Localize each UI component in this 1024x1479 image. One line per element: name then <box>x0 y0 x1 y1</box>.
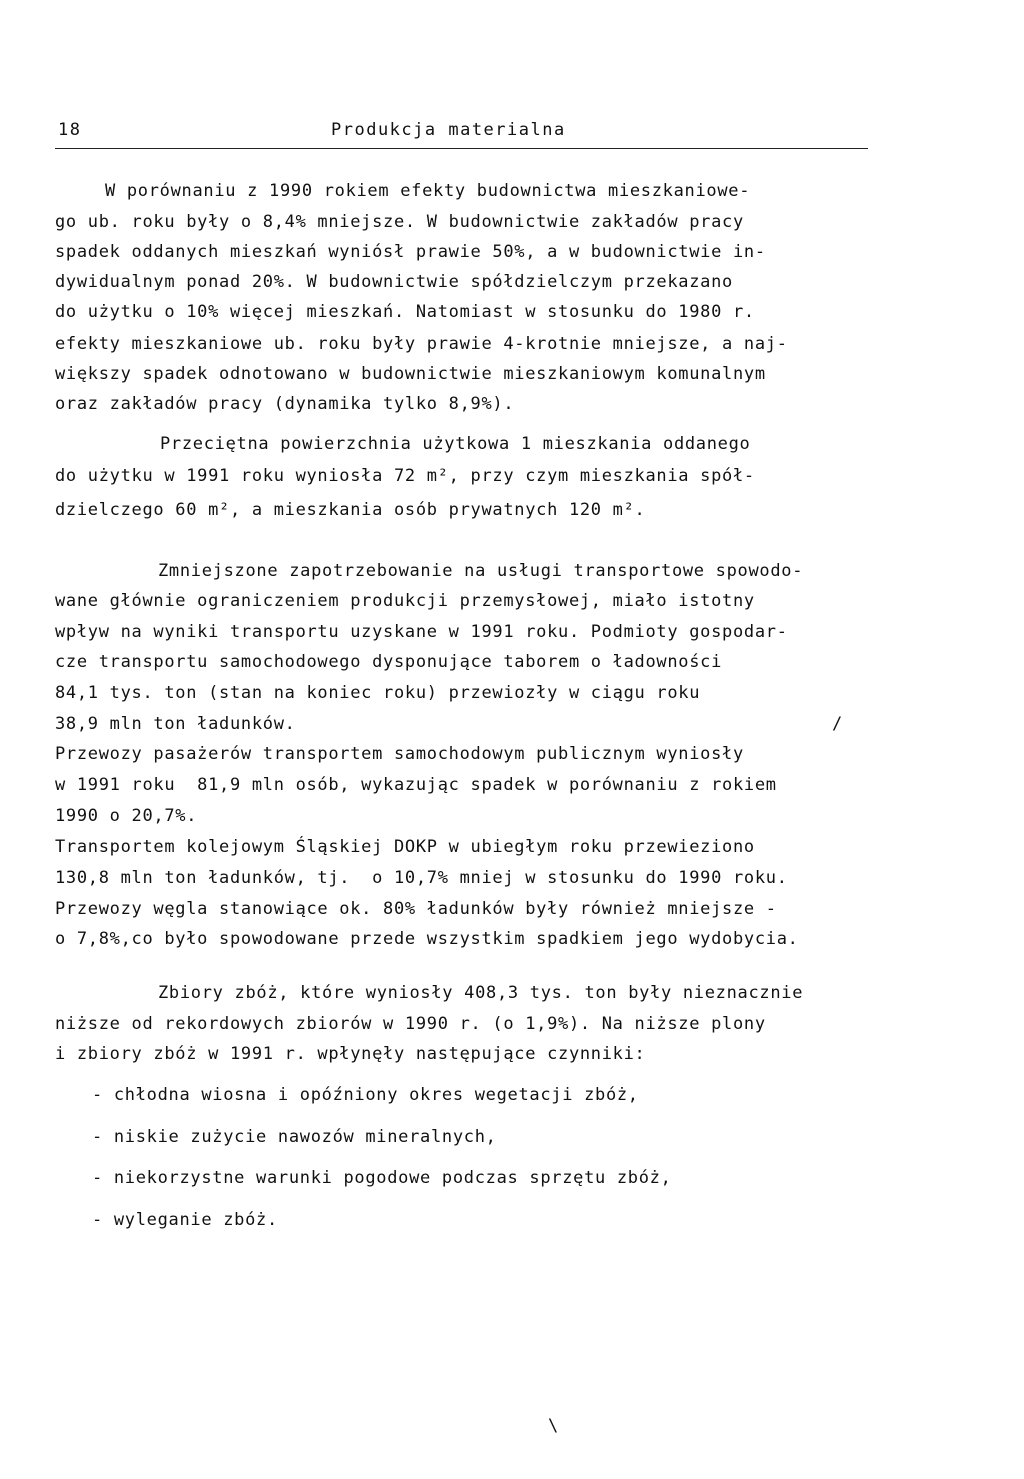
page-number: 18 <box>58 120 82 140</box>
text-line: dywidualnym ponad 20%. W budownictwie spółdzielczym przekazano <box>55 272 733 292</box>
text-line: niższe od rekordowych zbiorów w 1990 r. (o 1,9%). Na niższe plony <box>55 1014 766 1034</box>
text-line: wane głównie ograniczeniem produkcji przemysłowej, miało istotny <box>55 591 755 611</box>
text-line: Zmniejszone zapotrzebowanie na usługi transportowe spowodo- <box>158 561 804 581</box>
text-line: Transportem kolejowym Śląskiej DOKP w ubiegłym roku przewieziono <box>55 837 755 857</box>
text-line: spadek oddanych mieszkań wyniósł prawie 50%, a w budownictwie in- <box>55 242 766 262</box>
slash-mark: / <box>832 714 843 734</box>
header-rule <box>55 148 868 149</box>
text-line: oraz zakładów pracy (dynamika tylko 8,9%). <box>55 394 515 414</box>
text-line: do użytku o 10% więcej mieszkań. Natomiast w stosunku do 1980 r. <box>55 302 755 322</box>
text-line: Przewozy węgla stanowiące ok. 80% ładunków były również mniejsze - <box>55 899 777 919</box>
text-line: 38,9 mln ton ładunków. <box>55 714 296 734</box>
text-line: dzielczego 60 m², a mieszkania osób prywatnych 120 m². <box>55 500 646 520</box>
list-item: - niekorzystne warunki pogodowe podczas sprzętu zbóż, <box>92 1168 672 1188</box>
text-line: 1990 o 20,7%. <box>55 806 198 826</box>
text-line: cze transportu samochodowego dysponujące taborem o ładowności <box>55 652 723 672</box>
text-line: 130,8 mln ton ładunków, tj. o 10,7% mniej w stosunku do 1990 roku. <box>55 868 788 888</box>
running-title: Produkcja materialna <box>331 120 566 140</box>
text-line: o 7,8%,co było spowodowane przede wszystkim spadkiem jego wydobycia. <box>55 929 799 949</box>
text-line: większy spadek odnotowano w budownictwie mieszkaniowym komunalnym <box>55 364 766 384</box>
text-line: w 1991 roku 81,9 mln osób, wykazując spadek w porównaniu z rokiem <box>55 775 777 795</box>
text-line: 84,1 tys. ton (stan na koniec roku) przewiozły w ciągu roku <box>55 683 701 703</box>
text-line: do użytku w 1991 roku wyniosła 72 m², przy czym mieszkania spół- <box>55 466 755 486</box>
text-line: wpływ na wyniki transportu uzyskane w 1991 roku. Podmioty gospodar- <box>55 622 788 642</box>
backslash-mark: \ <box>548 1416 559 1436</box>
text-line: go ub. roku były o 8,4% mniejsze. W budownictwie zakładów pracy <box>55 212 744 232</box>
text-line: Przeciętna powierzchnia użytkowa 1 mieszkania oddanego <box>160 434 751 454</box>
text-line: efekty mieszkaniowe ub. roku były prawie 4-krotnie mniejsze, a naj- <box>55 334 788 354</box>
list-item: - chłodna wiosna i opóźniony okres wegetacji zbóż, <box>92 1085 639 1105</box>
text-line: Zbiory zbóż, które wyniosły 408,3 tys. ton były nieznacznie <box>158 983 804 1003</box>
list-item: - wyleganie zbóż. <box>92 1210 278 1230</box>
text-line: W porównaniu z 1990 rokiem efekty budownictwa mieszkaniowe- <box>105 181 751 201</box>
text-line: i zbiory zbóż w 1991 r. wpłynęły następujące czynniki: <box>55 1044 646 1064</box>
text-line: Przewozy pasażerów transportem samochodowym publicznym wyniosły <box>55 744 744 764</box>
list-item: - niskie zużycie nawozów mineralnych, <box>92 1127 497 1147</box>
